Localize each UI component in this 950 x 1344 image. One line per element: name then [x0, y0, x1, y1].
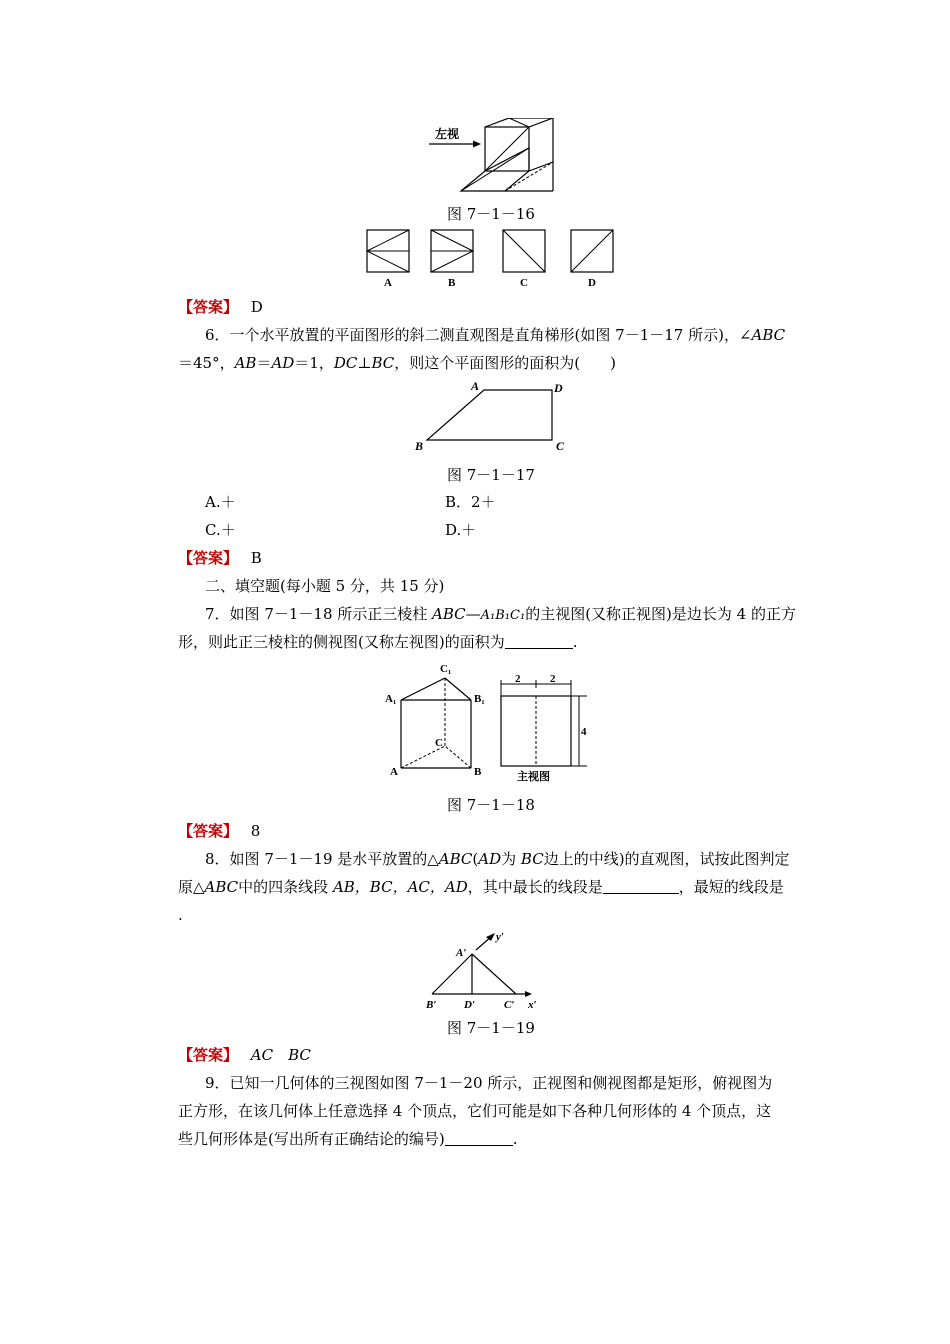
triangle-side-ac — [472, 954, 516, 994]
question-number: 9． — [205, 1074, 230, 1092]
q8-text: 如图 7－1－19 是水平放置的△ — [229, 850, 439, 868]
q9-text: 些几何形体是(写出所有正确结论的编号) — [178, 1130, 445, 1148]
q6-seg-ab: AB — [234, 354, 257, 372]
q9-line-3 — [178, 1129, 518, 1149]
q7-prism-top: A₁B₁C₁ — [480, 608, 526, 623]
cube-wedge-edge — [461, 148, 529, 191]
dim-left-label: 2 — [515, 673, 521, 685]
choice-a-label: A — [384, 277, 392, 289]
q7-text: 如图 7－1－18 所示正三棱柱 — [229, 605, 433, 623]
q6-option-b: B．2＋ — [445, 493, 496, 511]
q7-prism-base: ABC — [432, 605, 466, 623]
left-view-arrowhead — [473, 141, 481, 148]
figure-7-1-18-caption: 图 7－1－18 — [447, 796, 535, 814]
cube-top-edge — [529, 118, 553, 127]
x-axis-arrowhead — [525, 991, 532, 997]
choice-b-label: B — [448, 277, 456, 289]
prism-edge — [445, 678, 471, 700]
answer-label: 【答案】 — [178, 822, 239, 840]
vertex-a-label: A — [471, 380, 480, 393]
choice-c-label: C — [520, 277, 528, 289]
figure-7-1-16-caption: 图 7－1－16 — [447, 205, 535, 223]
answer-label: 【答案】 — [178, 298, 239, 316]
q8-line-1 — [205, 849, 790, 869]
q8-seg-bc: BC — [520, 850, 544, 868]
answer-value: D — [250, 298, 263, 316]
section-heading: 二、填空题(每小题 5 分，共 15 分) — [205, 577, 445, 595]
choice-d-view — [571, 230, 613, 289]
question-number: 8． — [205, 850, 230, 868]
vertex-d-label: D — [554, 381, 563, 395]
q6-text: ，则这个平面图形的面积为( ) — [394, 354, 616, 372]
front-view-label: 主视图 — [517, 771, 550, 783]
q6-perp: ⊥ — [357, 354, 372, 372]
figure-7-1-17-caption: 图 7－1－17 — [447, 466, 535, 484]
q8-text: ( — [472, 850, 479, 868]
q8-text: 原△ — [178, 878, 205, 896]
answer-row-q8 — [178, 1045, 311, 1065]
q8-triangle: ABC — [438, 850, 473, 868]
q6-seg-ad: AD — [271, 354, 295, 372]
q9-line-1 — [205, 1073, 772, 1093]
answer-row-q6 — [178, 548, 262, 568]
vertex-a-label: A — [390, 766, 398, 778]
vertex-a-label: A′ — [456, 947, 467, 959]
choice-b-view — [431, 230, 473, 289]
q7-line-2 — [178, 632, 578, 652]
cube-diagonal — [509, 118, 529, 127]
q9-text: 已知一几何体的三视图如图 7－1－20 所示，正视图和侧视图都是矩形，俯视图为 — [229, 1074, 773, 1092]
q6-option-d: D.＋ — [445, 521, 477, 539]
choice-a-view — [367, 230, 409, 289]
trapezoid — [427, 390, 552, 440]
vertex-c-label: C — [435, 737, 443, 749]
q9-text: . — [512, 1130, 518, 1148]
answer-value: 8 — [250, 822, 261, 840]
figure-7-1-17 — [410, 380, 580, 454]
q6-text: 一个水平放置的平面图形的斜二测直观图是直角梯形(如图 7－1－17 所示)，∠ — [229, 326, 752, 344]
vertex-d-label: D′ — [464, 999, 476, 1011]
vertex-b-label: B′ — [426, 999, 437, 1011]
answer-label: 【答案】 — [178, 549, 239, 567]
q8-seg-ad: AD — [478, 850, 502, 868]
q6-angle-abc: ABC — [751, 326, 786, 344]
q8-text: 为 — [501, 850, 521, 868]
q6-line-1 — [205, 325, 785, 345]
q6-option-c: C.＋ — [205, 521, 236, 539]
vertex-a1-label: A₁ — [385, 693, 397, 705]
figure-7-1-18 — [385, 658, 595, 786]
prism-edge — [401, 678, 445, 700]
q6-line-2 — [178, 353, 616, 373]
q7-text: 形，则此正三棱柱的侧视图(又称左视图)的面积为 — [178, 633, 505, 651]
dim-height-label: 4 — [581, 726, 587, 738]
q8-text: 中的四条线段 — [238, 878, 333, 896]
q8-segments: AB，BC，AC，AD — [332, 878, 468, 896]
figure-7-1-19 — [420, 928, 545, 1012]
answer-value: B — [250, 549, 262, 567]
q8-triangle: ABC — [204, 878, 239, 896]
q7-text: — — [465, 605, 481, 623]
question-number: 6． — [205, 326, 230, 344]
vertex-b1-label: B₁ — [474, 693, 485, 705]
vertex-b-label: B — [415, 439, 424, 453]
figure-7-1-16-choices — [365, 228, 617, 292]
q8-text: 边上的中线)的直观图，试按此图判定 — [543, 850, 790, 868]
vertex-c-label: C — [556, 439, 565, 453]
vertex-b-label: B — [474, 766, 482, 778]
q7-text: 的主视图(又称正视图)是边长为 4 的正方 — [525, 605, 796, 623]
q6-text: ＝45°， — [178, 354, 235, 372]
question-number: 7． — [205, 605, 230, 623]
answer-row-q5 — [178, 297, 263, 317]
figure-7-1-16 — [425, 118, 565, 198]
q7-answer-blank[interactable] — [505, 634, 573, 649]
left-view-label: 左视 — [435, 127, 460, 141]
q7-text: . — [572, 633, 578, 651]
q6-seg-dc: DC — [333, 354, 358, 372]
q6-text: ＝1， — [294, 354, 334, 372]
q8-text: ，其中最长的线段是 — [467, 878, 603, 896]
prism-hidden-edge — [445, 746, 471, 768]
figure-7-1-19-caption: 图 7－1－19 — [447, 1019, 535, 1037]
cube-top-side — [485, 118, 553, 171]
q6-text: ＝ — [256, 354, 272, 372]
answer-value: AC BC — [250, 1046, 311, 1064]
dim-right-label: 2 — [550, 673, 556, 685]
prism-hidden-edge — [401, 746, 445, 768]
q8-line-3: . — [178, 906, 183, 924]
q8-text: ，最短的线段是 — [678, 878, 784, 896]
q9-answer-blank[interactable] — [445, 1131, 513, 1146]
axis-y-label: y′ — [496, 931, 504, 943]
choice-c-view — [503, 230, 545, 289]
q6-seg-bc: BC — [371, 354, 395, 372]
vertex-c1-label: C₁ — [440, 663, 452, 675]
q8-longest-blank[interactable] — [603, 879, 679, 894]
vertex-c-label: C′ — [504, 999, 515, 1011]
cube-diagonal — [485, 127, 529, 171]
q6-option-a: A.＋ — [205, 493, 236, 511]
answer-row-q7 — [178, 821, 260, 841]
q8-line-2 — [178, 877, 784, 897]
q9-line-2: 正方形，在该几何体上任意选择 4 个顶点，它们可能是如下各种几何形体的 4 个顶点，这 — [178, 1102, 772, 1120]
q7-line-1 — [205, 604, 796, 626]
axis-x-label: x′ — [528, 999, 537, 1011]
triangle-side-ab — [432, 954, 472, 994]
choice-d-label: D — [588, 277, 596, 289]
answer-label: 【答案】 — [178, 1046, 239, 1064]
